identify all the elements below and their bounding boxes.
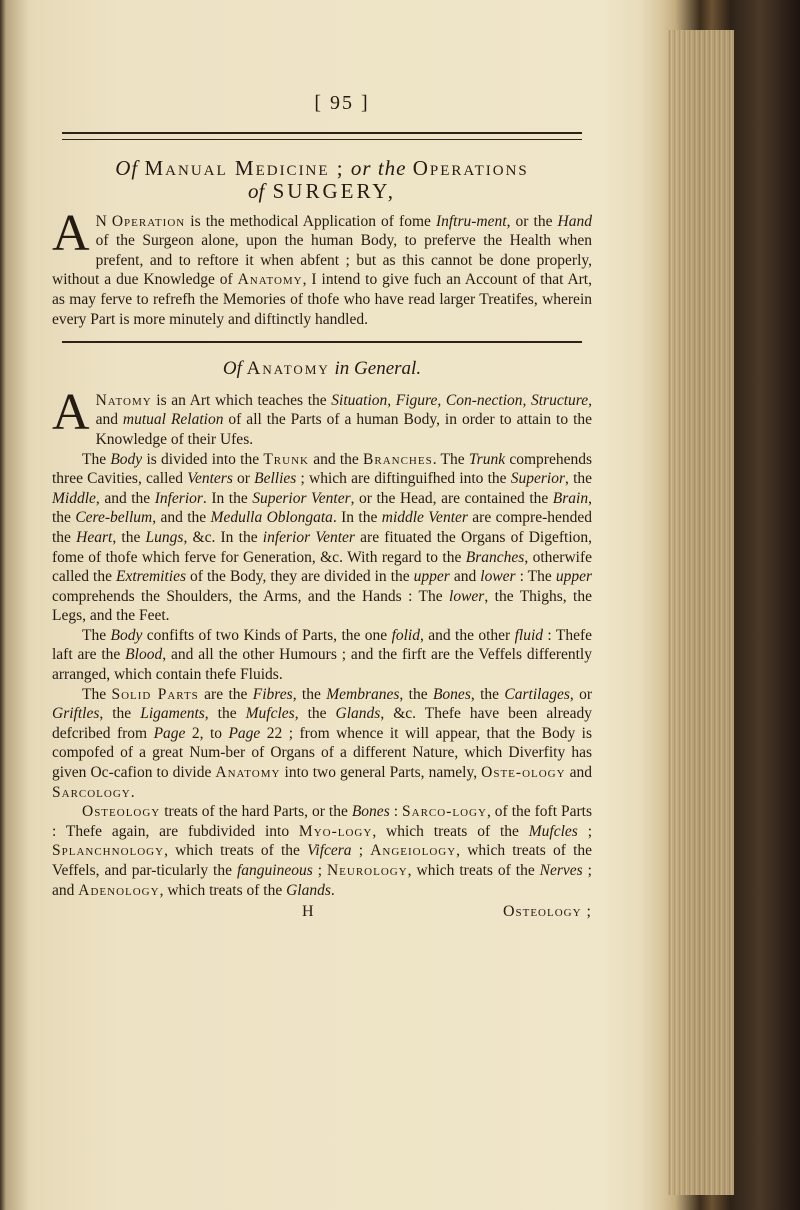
chapter-operations: Operations xyxy=(412,156,529,180)
header-rule xyxy=(62,132,582,140)
chapter-subtitle xyxy=(52,179,592,203)
signature-mark: H xyxy=(302,903,314,921)
chapter-manual-medicine: Manual Medicine ; xyxy=(144,156,345,180)
intro-paragraph: A N Operation is the methodical Application of fome Inftru-ment, or the Hand of the Surgeon alone, upon the human Body, to preferve the Health when prefent, and to reftore it when abfent ; but as this cannot be done properly, without a due Knowledge of Anatomy, I intend to give fuch an Account of that Art, as may ferve to refrefh the Memories of thofe who have read larger Treatifes, wherein every Part is more minutely and diftinctly handled. xyxy=(52,204,592,328)
chapter-title xyxy=(52,156,592,180)
chapter-or-the: or the xyxy=(350,156,407,180)
page-footer xyxy=(52,902,592,922)
section-rule xyxy=(62,341,582,343)
drop-cap: A xyxy=(52,383,90,441)
parts-paragraph: The Body confifts of two Kinds of Parts, the one folid, and the other fluid : Thefe laft are the Blood, and all the other Humours ; and the firft are the Veffels differently arranged, which contain thefe Fluids. xyxy=(52,626,592,684)
chapter-of: Of xyxy=(115,156,139,180)
subtitle-surgery: SURGERY, xyxy=(272,179,396,203)
subtitle-of: of xyxy=(248,179,265,203)
section-title: Of Anatomy in General. xyxy=(222,358,422,380)
body-divisions-paragraph: The Body is divided into the Trunk and the Branches. The Trunk comprehends three Cavities, called Venters or Bellies ; which are diftinguifhed into the Superior, the Middle, and the Inferior. In the Superior Venter, or the Head, are contained the Brain, the Cere-bellum, and the Medulla Oblongata. In the middle Venter are compre-hended the Heart, the Lungs, &c. In the inferior Venter are fituated the Organs of Digeftion, fome of thofe which ferve for Generation, &c. With regard to the Branches, otherwife called the Extremities of the Body, they are divided in the upper and lower : The upper comprehends the Shoulders, the Arms, and the Hands : The lower, the Thighs, the Legs, and the Feet. xyxy=(52,450,593,625)
page-edges xyxy=(668,30,734,1195)
solid-parts-paragraph: The Solid Parts are the Fibres, the Membranes, the Bones, the Cartilages, or Griftles, the Ligaments, the Mufcles, the Glands, &c. Thefe have been already defcribed from Page 2, to Page 22 ; from whence it will appear, that the Body is compofed of a great Num-ber of Organs of a different Nature, which Diverfity has given Oc-cafion to divide Anatomy into two general Parts, namely, Oste-ology and Sarcology. xyxy=(52,685,593,801)
osteology-paragraph: Osteology treats of the hard Parts, or the Bones : Sarco-logy, of the foft Parts : Thefe again, are fubdivided into Myo-logy, which treats of the Mufcles ; Splanchnology, which treats of the Vifcera ; Angeiology, which treats of the Veffels, and par-ticularly the fanguineous ; Neurology, which treats of the Nerves ; and Adenology, which treats of the Glands. xyxy=(52,803,593,899)
page-number: [ 95 ] xyxy=(314,92,370,114)
drop-cap: A xyxy=(52,204,90,262)
catchword: Osteology ; xyxy=(502,903,592,921)
anatomy-definition: A Natomy is an Art which teaches the Situation, Figure, Con-nection, Structure, and mutual Relation of all the Parts of a human Body, in order to attain to the Knowledge of their Ufes. xyxy=(52,383,593,448)
page-body xyxy=(52,88,592,922)
